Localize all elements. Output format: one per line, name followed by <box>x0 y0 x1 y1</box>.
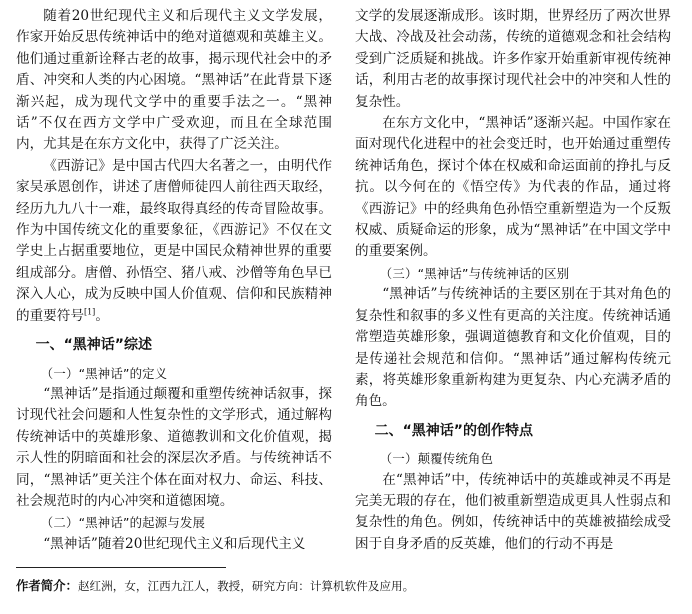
subsection-heading: （二）“黑神话”的起源与发展 <box>40 515 206 531</box>
body-paragraph: 在东方文化中，“黑神话”逐渐兴起。中国作家在面对现代化进程中的社会变迁时，也开始通过重塑传统神话角色，探讨个体在权威和命运面前的挣扎与反抗。以今何在的《悟空传》为代表的作品，通过将《西游记》中的经典角色孙悟空重新塑造为一个反叛权威、质疑命运的形象，成为“黑神话”在中国文学中的重要案例。 <box>355 115 671 260</box>
footnote-text: 赵红洲，女，江西九江人，教授，研究方向：计算机软件及应用。 <box>77 579 415 593</box>
body-paragraph: 随着20世纪现代主义和后现代主义文学发展，作家开始反思传统神话中的绝对道德观和英雄主义。他们通过重新诠释古老的故事，揭示现代社会中的矛盾、冲突和人类的内心困境。“黑神话”在此背景下逐渐兴起，成为现代文学中的重要手法之一。“黑神话”不仅在西方文学中广受欢迎，而且在全球范围内，尤其是在东方文化中，获得了广泛关注。 <box>16 8 332 153</box>
author-footnote <box>16 577 676 595</box>
body-paragraph: “黑神话”随着20世纪现代主义和后现代主义 <box>43 535 306 552</box>
section-heading: 一、“黑神话”综述 <box>35 337 152 354</box>
subsection-heading: （一）颠覆传统角色 <box>379 451 494 467</box>
body-paragraph: 文学的发展逐渐成形。该时期，世界经历了两次世界大战、冷战及社会动荡，传统的道德观念和社会结构受到广泛质疑和挑战。许多作家开始重新审视传统神话，利用古老的故事探讨现代社会中的冲突和人性的复杂性。 <box>355 8 671 110</box>
subsection-heading: （一）“黑神话”的定义 <box>40 365 168 381</box>
footnote-label: 作者简介： <box>16 578 78 593</box>
citation-reference[interactable]: [1] <box>83 307 96 317</box>
body-paragraph <box>16 156 332 327</box>
subsection-heading: （三）“黑神话”与传统神话的区别 <box>379 265 570 281</box>
body-paragraph: “黑神话”与传统神话的主要区别在于其对角色的复杂性和叙事的多义性有更高的关注度。传统神话通常塑造英雄形象，强调道德教育和文化价值观，目的是传递社会规范和信仰。“黑神话”通过解构传统元素，将英雄形象重新构建为更复杂、内心充满矛盾的角色。 <box>355 286 671 410</box>
left-column <box>16 6 332 555</box>
footnote-divider <box>16 567 226 568</box>
section-heading: 二、“黑神话”的创作特点 <box>374 422 533 439</box>
paragraph-end: 。 <box>95 307 109 324</box>
body-paragraph: “黑神话”是指通过颠覆和重塑传统神话叙事，探讨现代社会问题和人性复杂性的文学形式，通过解构传统神话中的英雄形象、道德教训和文化价值观，揭示人性的阴暗面和社会的深层次矛盾。与传统神话不同，“黑神话”更关注个体在面对权力、命运、科技、社会规范时的内心冲突和道德困境。 <box>16 385 332 509</box>
body-paragraph: 在“黑神话”中，传统神话中的英雄或神灵不再是完美无瑕的存在，他们被重新塑造成更具人性弱点和复杂性的角色。例如，传统神话中的英雄被描绘成受困于自身矛盾的反英雄，他们的行动不再是 <box>355 471 671 552</box>
paragraph-text: 《西游记》是中国古代四大名著之一，由明代作家吴承恩创作，讲述了唐僧师徒四人前往西天取经，经历九九八十一难，最终取得真经的传奇冒险故事。作为中国传统文化的重要象征，《西游记》不仅在文学史上占据重要地位，更是中国民众精神世界的重要组成部分。唐僧、孙悟空、猪八戒、沙僧等角色早已深入人心，成为反映中国人价值观、信仰和民族精神的重要符号 <box>16 157 332 324</box>
right-column <box>355 6 671 555</box>
